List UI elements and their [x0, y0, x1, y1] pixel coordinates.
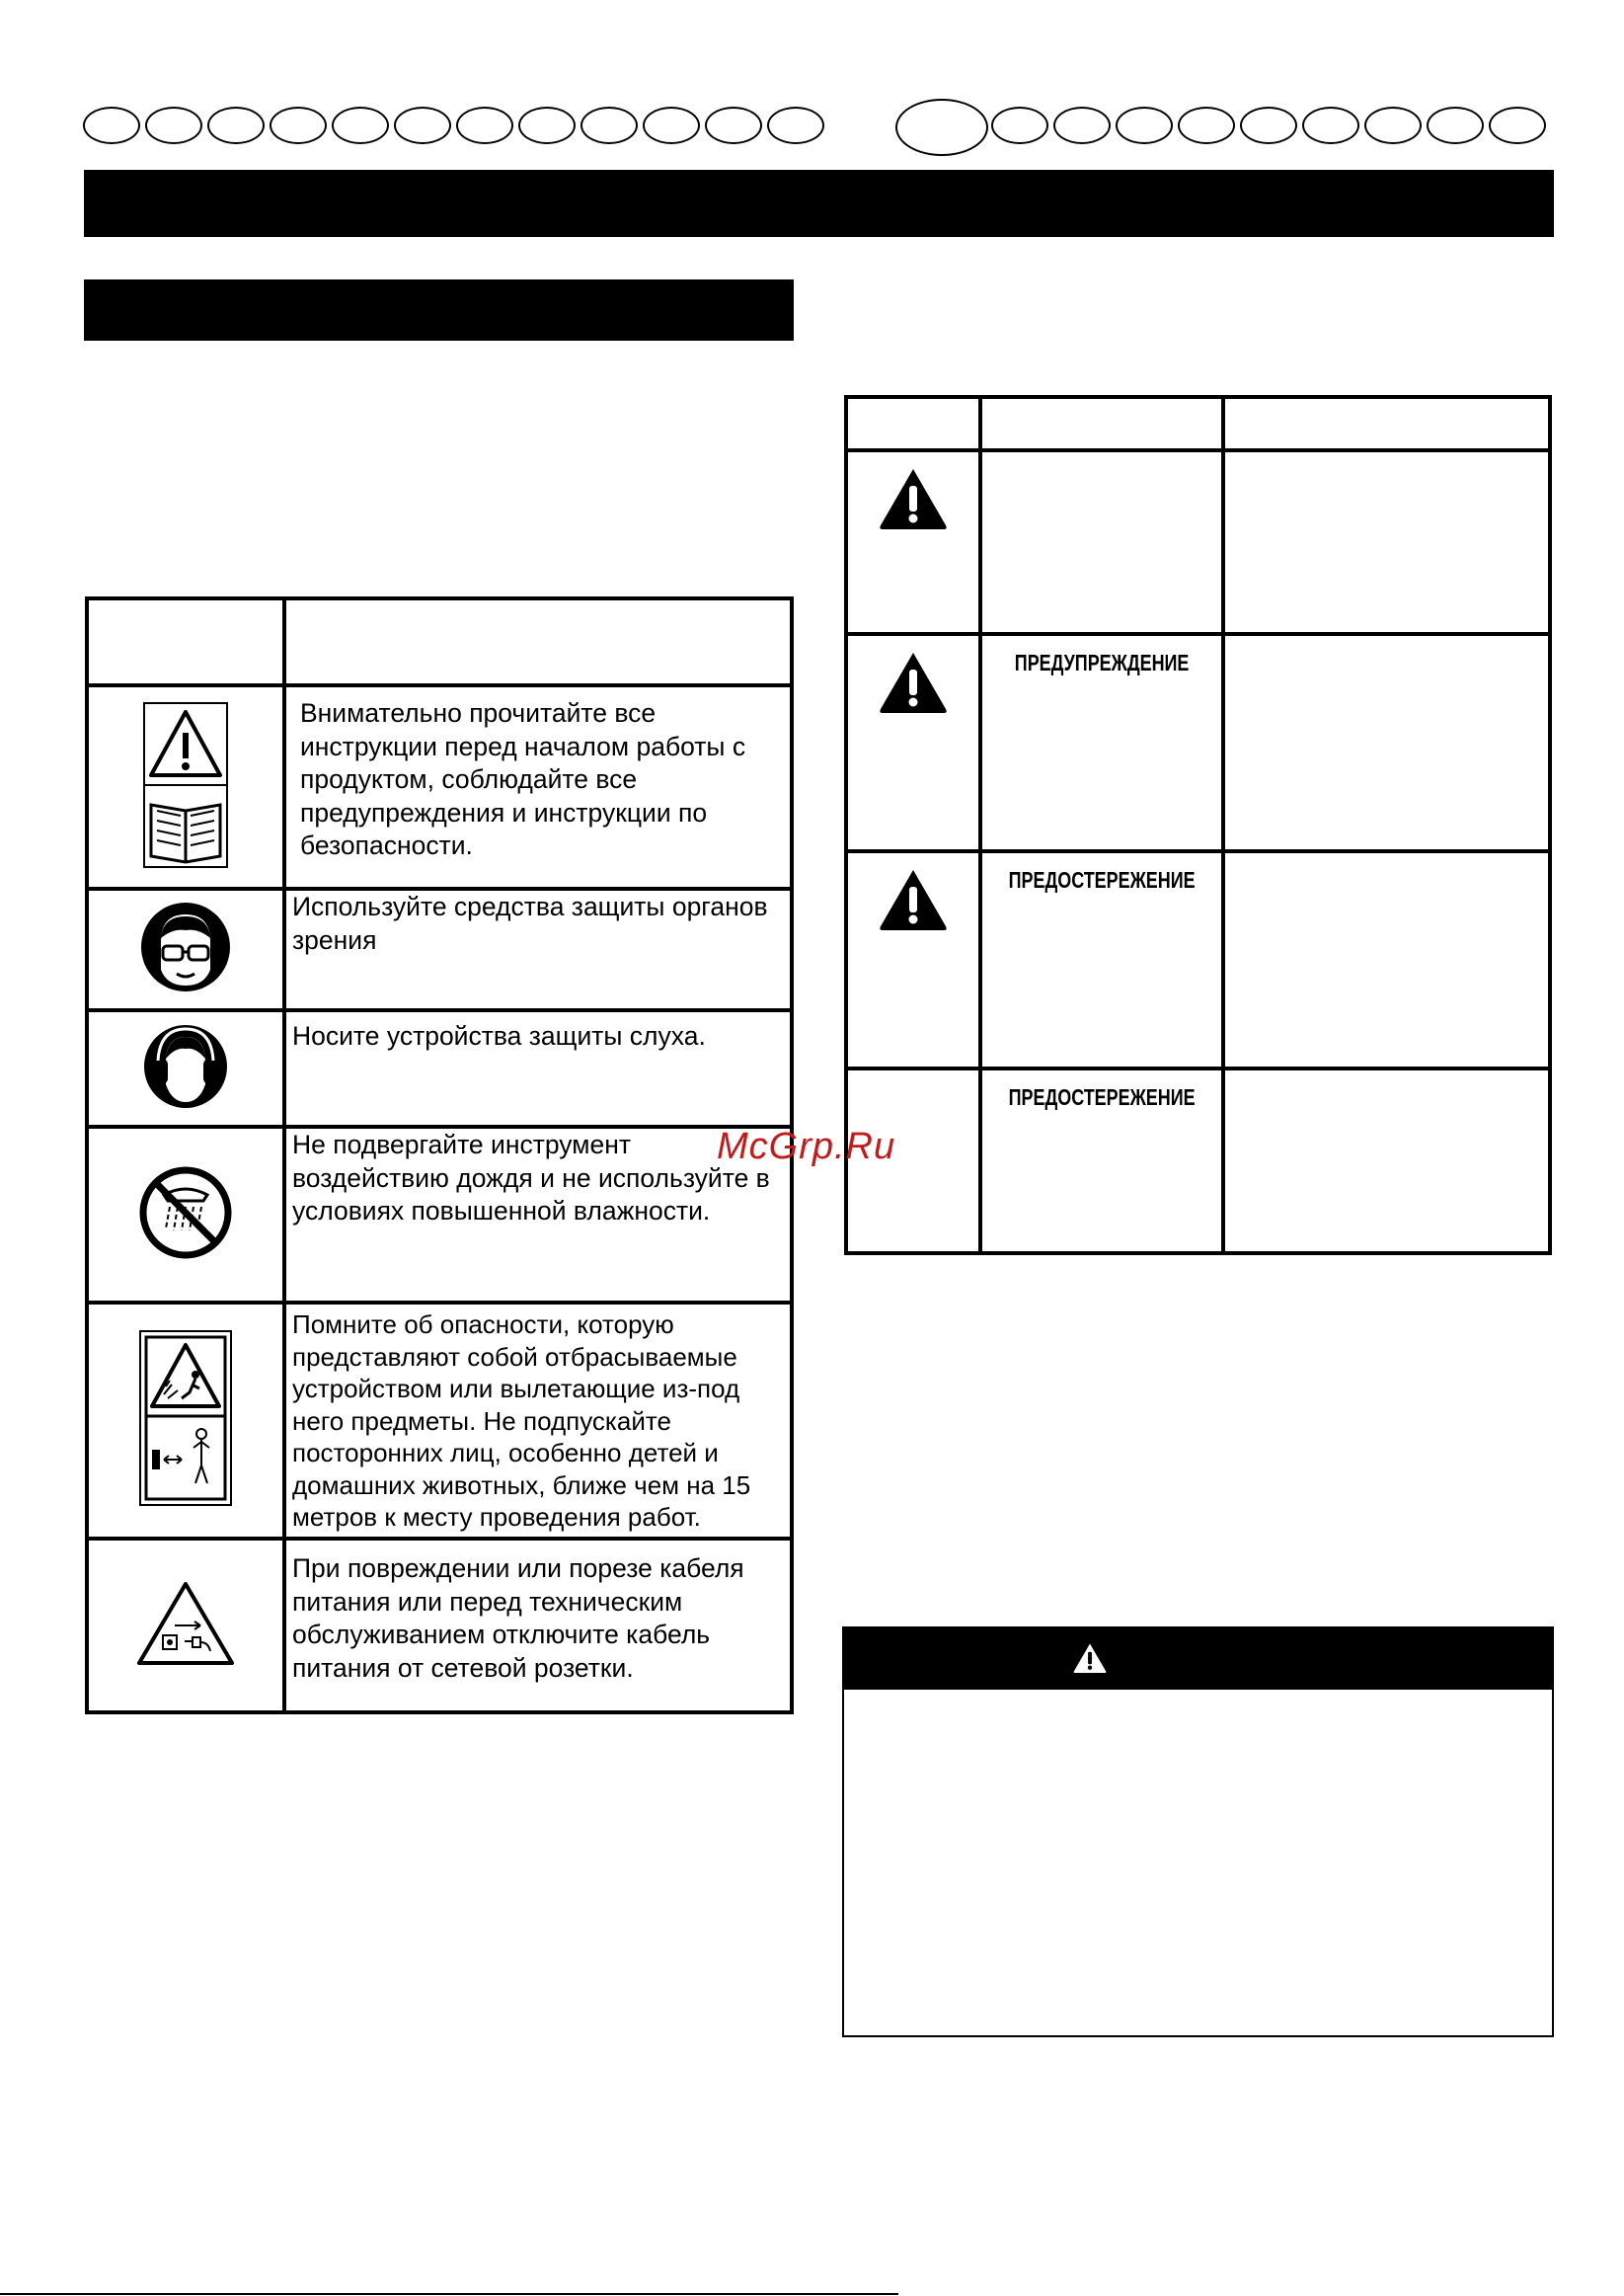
table-row: [87, 1010, 792, 1127]
warning-box: [842, 1626, 1554, 2037]
language-tabs: [83, 99, 1554, 156]
symbol-description: Используйте средства защиты органов зрения: [284, 889, 792, 1010]
table-row: [846, 634, 1550, 851]
table-row: [87, 685, 792, 889]
table-row: [846, 851, 1550, 1069]
language-oval: [1427, 107, 1484, 144]
language-oval: [643, 107, 700, 144]
table-row: [87, 1303, 792, 1539]
no-rain-icon: [138, 1165, 233, 1260]
language-oval: [518, 107, 576, 144]
symbol-cell: [846, 634, 980, 851]
symbol-cell: [87, 1303, 284, 1539]
header-cell: [980, 397, 1223, 450]
language-oval: [270, 107, 327, 144]
language-oval-active: [895, 99, 988, 156]
signal-word: ПРЕДОСТЕРЕЖЕНИЕ: [1008, 867, 1196, 893]
thrown-objects-icon: [138, 1329, 233, 1507]
signal-word: [1009, 452, 1196, 466]
signal-word: ПРЕДОСТЕРЕЖЕНИЕ: [1008, 1084, 1196, 1110]
table-row: [87, 1539, 792, 1712]
language-oval: [394, 107, 451, 144]
symbol-description: Внимательно прочитайте все инструкции перед началом работы с продуктом, соблюдайте все предупреждения и инструкции по безопасности.: [284, 685, 792, 889]
symbol-cell: [87, 685, 284, 889]
eye-protection-icon: [139, 901, 232, 993]
language-oval: [1116, 107, 1173, 144]
signal-word-cell: [980, 1069, 1223, 1253]
header-cell: [87, 598, 284, 685]
symbol-description: При повреждении или порезе кабеля питания или перед техническим обслуживанием отключите кабель питания от сетевой розетки.: [284, 1539, 792, 1712]
language-oval: [1364, 107, 1422, 144]
language-oval: [1240, 107, 1297, 144]
alert-triangle-icon: [879, 867, 948, 932]
read-manual-icon: [141, 700, 230, 870]
language-oval: [83, 107, 140, 144]
footer-divider: [0, 2293, 898, 2295]
unplug-cable-icon: [135, 1580, 236, 1667]
meaning-cell: [1223, 634, 1550, 851]
section-header-bar: [84, 279, 794, 341]
table-row: [846, 1069, 1550, 1253]
meaning-cell: [1223, 1069, 1550, 1253]
language-oval: [456, 107, 513, 144]
symbol-description: Помните об опасности, которую представляют собой отбрасываемые устройством или вылетающие из-под него предметы. Не подпускайте посторонних лиц, особенно детей и домашних животных, ближе чем на 15 метров к месту проведения работ.: [284, 1303, 792, 1539]
symbol-cell: [846, 450, 980, 634]
table-row: [846, 450, 1550, 634]
symbol-description: Носите устройства защиты слуха.: [284, 1010, 792, 1127]
language-oval: [1178, 107, 1235, 144]
language-oval: [1489, 107, 1546, 144]
page-header-bar: [84, 170, 1554, 237]
table-row: [87, 889, 792, 1010]
language-oval: [145, 107, 202, 144]
table-header-row: [846, 397, 1550, 450]
language-oval: [580, 107, 638, 144]
alert-triangle-icon: [879, 466, 948, 531]
symbol-cell: [846, 851, 980, 1069]
warning-header: [844, 1628, 1552, 1690]
ear-protection-icon: [142, 1023, 229, 1110]
symbol-cell: [87, 1127, 284, 1303]
header-cell: [284, 598, 792, 685]
language-oval: [1053, 107, 1111, 144]
symbol-cell: [87, 1539, 284, 1712]
alert-triangle-icon: [879, 650, 948, 715]
language-oval: [1302, 107, 1359, 144]
meaning-cell: [1223, 450, 1550, 634]
signal-word-cell: [980, 634, 1223, 851]
header-cell: [846, 397, 980, 450]
signal-words-table: [844, 395, 1552, 1255]
signal-word-cell: [980, 851, 1223, 1069]
language-oval: [207, 107, 265, 144]
signal-word: ПРЕДУПРЕЖДЕНИЕ: [1014, 650, 1190, 675]
meaning-cell: [1223, 851, 1550, 1069]
symbol-cell: [87, 1010, 284, 1127]
safety-symbols-table: [85, 596, 794, 1714]
language-oval: [991, 107, 1048, 144]
language-oval: [767, 107, 824, 144]
symbol-cell: [87, 889, 284, 1010]
signal-word-cell: [980, 450, 1223, 634]
watermark: McGrp.Ru: [717, 1126, 896, 1167]
symbol-description: Не подвергайте инструмент воздействию дождя и не используйте в условиях повышенной влажности.: [284, 1127, 792, 1303]
language-oval: [332, 107, 389, 144]
alert-triangle-icon: [1073, 1642, 1107, 1674]
header-cell: [1223, 397, 1550, 450]
language-oval: [705, 107, 762, 144]
table-row: [87, 1127, 792, 1303]
table-header-row: [87, 598, 792, 685]
